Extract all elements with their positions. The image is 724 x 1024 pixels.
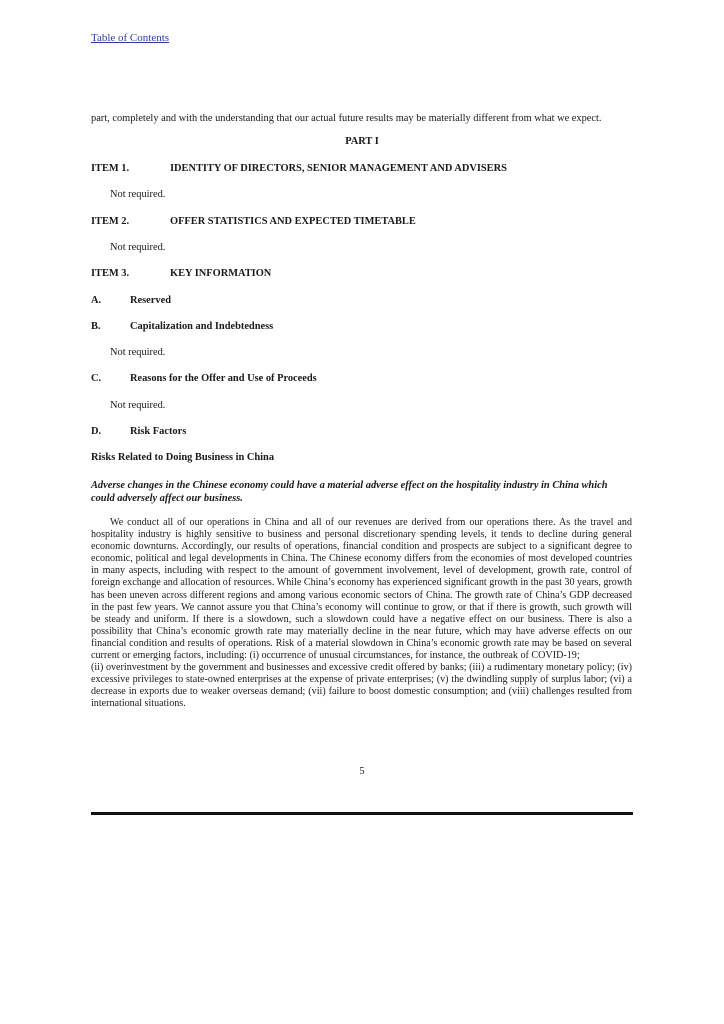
continuation-text: part, completely and with the understanding that our actual future results may be materially different from what we expect.: [91, 113, 602, 124]
risk-heading: Risks Related to Doing Business in China: [91, 452, 275, 463]
item-3-number: ITEM 3.: [91, 268, 130, 279]
item-1-number: ITEM 1.: [91, 163, 130, 174]
item-3-title: KEY INFORMATION: [170, 268, 272, 279]
subsection-a-title: Reserved: [130, 295, 171, 306]
item-2-number: ITEM 2.: [91, 216, 130, 227]
risk-paragraph-text: We conduct all of our operations in China and all of our revenues are derived from our operations there. As the travel and hospitality industry is highly sensitive to business and personal discretionary spending levels, it tends to decline during general economic downturns. Accordingly, our results of operations, financial condition and prospects are subject to a significant degree to economic, political and legal developments in China. The Chinese economy differs from the economies of most developed countries in many aspects, including with respect to the amount of government involvement, level of development, growth rate, control of foreign exchange and allocation of resources. While China’s economy has experienced significant growth in the past 30 years, growth has been uneven across different regions and among various economic sectors of China. The growth rate of China’s GDP decreased in the past few years. We cannot assure you that China’s economy will continue to grow, or that if there is growth, such growth will be steady and uniform. If there is a slowdown, such a slowdown could have a negative effect on our business. There is also a possibility that China’s economic growth rate may materially decline in the near future, which may have adverse effects on our financial condition and results of operations. Risk of a material slowdown in China’s economic growth rate may be based on several current or emerging factors, including: (i) occurrence of unusual circumstances, for instance, the outbreak of COVID-19;: [91, 517, 632, 662]
subsection-d-letter: D.: [91, 426, 102, 437]
risk-paragraph: [91, 517, 632, 711]
subsection-a-letter: A.: [91, 295, 102, 306]
subsection-b-note: Not required.: [110, 347, 166, 358]
risk-subheading: Adverse changes in the Chinese economy could have a material adverse effect on the hospitality industry in China which could adversely affect our business.: [91, 480, 608, 504]
subsection-c-note: Not required.: [110, 400, 166, 411]
subsection-c-letter: C.: [91, 373, 102, 384]
subsection-b-letter: B.: [91, 321, 101, 332]
table-of-contents-link[interactable]: Table of Contents: [91, 32, 170, 44]
item-2-note: Not required.: [110, 242, 166, 253]
subsection-d-title: Risk Factors: [130, 426, 187, 437]
item-1-note: Not required.: [110, 189, 166, 200]
subsection-c-title: Reasons for the Offer and Use of Proceeds: [130, 373, 317, 384]
risk-paragraph-continuation: (ii) overinvestment by the government and businesses and excessive credit offered by banks; (iii) a rudimentary monetary policy; (iv) excessive privileges to state-owned enterprises at the expense of private enterprises; (v) the dwindling supply of surplus labor; (vi) a decrease in exports due to weaker overseas demand; (vii) failure to boost domestic consumption; and (viii) challenges resulted from international situations.: [91, 662, 632, 710]
item-1-title: IDENTITY OF DIRECTORS, SENIOR MANAGEMENT AND ADVISERS: [170, 163, 507, 174]
subsection-b-title: Capitalization and Indebtedness: [130, 321, 274, 332]
item-2-title: OFFER STATISTICS AND EXPECTED TIMETABLE: [170, 216, 416, 227]
page-break-rule: [91, 812, 633, 815]
part-heading: PART I: [345, 136, 379, 147]
page-number: 5: [359, 766, 365, 777]
